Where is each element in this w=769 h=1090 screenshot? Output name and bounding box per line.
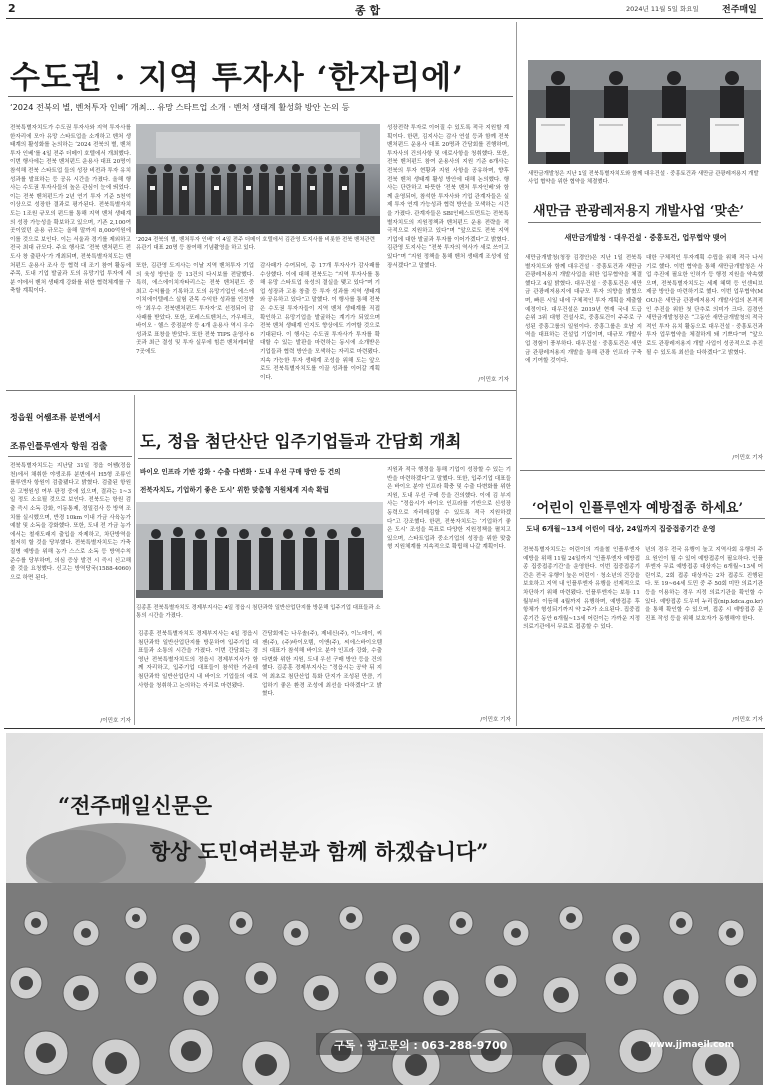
main-photo [136,124,380,234]
mou-byline: /이민호 기자 [732,455,763,461]
main-headline: 수도권 · 지역 투자사 ‘한자리에’ [10,60,464,96]
group-photo-figures [136,124,380,234]
ad-quote-line2: 항상 도민여러분과 함께 하겠습니다” [150,839,489,864]
industrial-headline-rule [138,458,512,459]
industrial-body-col1: 김종훈 전북특별자치도 경제부지사는 4일 정읍시 첨단과학 일반산업단지를 방문하여 입주기업 대표들과 소통의 시간을 가졌다. 이번 간담회는 경영난 전북특별자치도의 정읍시 경제부지사가 함께 자리하고, 입주기업 대표들이 참석한 가운데 첨단과학 일반산업단지 내 바이오 기업들의 애로사항을 청취하고 논의하는 자리로 마련됐다. [138,631,258,689]
paper-name: 전주매일 [722,5,757,15]
page-number: 2 [8,2,16,15]
flu-byline: /이민호 기자 [732,717,763,723]
flu-headline: ‘어린이 인플루엔자 예방접종 하세요’ [532,501,743,516]
industrial-sub1: 바이오 인프라 기반 강화 · 수출 다변화 · 도내 우선 구매 방안 등 건의 [140,468,341,476]
column-divider-left [134,395,135,725]
column-divider-right [516,22,517,726]
bird-flu-headline-line2: 조류인플루엔자 항원 검출 [10,442,108,452]
ad-quote-line1: “전주매일신문은 [58,793,213,818]
ad-contact: 구독 · 광고문의 : 063-288-9700 [334,1039,508,1052]
industrial-body-col3: 지원과 적극 행정을 통해 기업이 성장할 수 있는 기반을 마련하겠다”고 말했다. 또한, 입주기업 대표들은 바이오 분야 인프라 확충 및 수출 다변화를 위한 지원, 도내 우선 구매 등을 건의했다. 이에 김 부지사는 “정읍시가 바이오 인프라를 기반으로 신성장 동력으로 자리매김할 수 있도록 적극 지원하겠다”고 강조했다. 한편, 전북자치도는 ‘기업하기 좋은 도시’ 조성을 목표로 다양한 지원정책을 펼치고 있으며, 스타트업과 중소기업의 성장을 위한 맞춤형 지원체계를 지속적으로 확립해 나갈 계획이다. [387,467,511,551]
main-photo-caption: ‘2024 전북의 별, 벤처투자 인베’ 이 4일 전주 더메이 호텔에서 김관영 도지사를 비롯한 전북 벤처관련 유관기 대표 20명 등 참여해 기념촬영을 하고 있다. [136,237,375,251]
flu-headline-rule [520,518,765,519]
flu-top-rule [520,470,765,471]
main-body-col3: 감사패가 수여되어, 총 17개 투자사가 감사패를 수상했다. 이에 대해 전북도는 “지역 투자사를 통해 유망 스타트업 육성의 결실을 맺고 있다”며 기업 성장과 고용 창출 등 투자 성과를 지역 생태계와 공유하고 있다”고 말했다. 이 행사를 통해 전북은 수도권 투자자들이 지역 벤처 생태계를 직접 확인하고 유망기업을 발굴하는 계기가 되었으며 전북 벤처 생태계 인지도 향상에도 기여할 것으로 기대된다. 이 행사는 수도권 투자사가 투자를 확대할 수 있는 발판을 마련하는 동시에 소개받은 기업들과 협력 방안을 모색하는 자리로 마련됐다. 지속 가능한 투자 생태계 조성을 위해 도는 앞으로도 전북특별자치도를 이끌 성과를 이어갈 계획이다. [260,263,380,381]
industrial-photo [136,502,383,598]
header-rule [6,18,763,19]
bird-flu-headline-rule [8,456,132,457]
industrial-sub2: 전북자치도, 기업하기 좋은 도시’ 위한 맞춤형 지원체계 지속 확립 [140,486,329,494]
main-subhead: ‘2024 전북의 별, 벤처투자 인베’ 개최… 유망 스타트업 소개 · 벤처 생태계 활성화 방안 논의 등 [10,102,350,112]
main-byline: /이민호 기자 [478,377,509,383]
main-body-col1: 전북특별자치도가 수도권 투자사와 지역 투자사를 한자리에 모아 유망 스타트업을 소개하고 벤처 생태계의 활성화를 논의하는 ‘2024 전북의 별, 벤처투자 인베’를 4일 전주 더메이 호텔에서 개최했다. 이번 행사에는 전북 벤처펀드 운용사 대표 20명이 참석해 전북 스타트업 들의 성장 비전과 투자 유치 성과를 발표하는 등 공유 시간을 가졌다. 올해 행사는 수도권 투자사들의 높은 관심이 눈에 띄었다. 이는 전북 벤처펀드가 2년 연기 투자 기준 5천억 이상으로 성장한 결과로 평가된다. 전북특별자치도는 1조원 규모의 펀드를 통해 지역 벤처 생태계의 성장 가능성을 확보하고 있으며, 기존 2,100여 곳이었던 운용 규모는 올해 말까지 8,000억원에 이를 것으로 보인다. 이는 서울과 경기를 제외하고 전국 최대 규모다. 주요 행사로 ‘전북 벤처펀드 전도사 창 출판사’가 개최되며, 전북특별자치도는 벤처펀드 운용사 조사 등 협력 대 조기 참여 활동에 주목, 도내 기업 발굴과 도의 유망기업 투자에 세 분 야에서 벤처 생태계 강화를 위한 협력체계를 구축할 계획이다. [10,125,131,295]
industrial-body-col2: 간담회에는 나우솔(주), 제네신(주), 이노데이, 씨젠(주), (주)바이오템, 이앤(주), 씨에스바이오템의 대표가 참석해 바이오 분야 인프라 강화, 수출 다변화 위한 지원, 도내 우선 구매 방안 등을 건의했다. 김종훈 경제부지사는 “정읍시는 공약 뒤 지역 최초로 첨단산업 특화 단지가 조성된 만큼, 기업하기 좋은 환경 조성에 최선을 다하겠다”고 밝혔다. [262,631,382,698]
bird-flu-headline-line1: 정읍원 어쌤조류 분변에서 [10,412,101,422]
mou-subhead: 새만금개발청 · 대우건설 · 중흥토건, 업무협약 맺어 [564,233,727,242]
mou-body-col2: 대한 구체적인 투자계획 수립을 위해 적극 나서기로 했다. 이번 협약을 통해 새만금개발청은 사업 추진에 필요한 인허가 등 행정 지원을 약속했으며, 전북특별자치도는 세제 혜택 등 인센티브 제공 방안을 마련하기로 했다. 이번 업무협약(MOU)은 새만금 관광레저용지 개발사업의 본격적인 추진을 위한 첫 단추로 의미가 크다. 김경안 새만금개발청장은 “그동안 새만금개발청의 적극적인 투자 유치 활동으로 대우건설 · 중흥토건과 투자 업무협약을 체결하게 돼 기쁘다”며 “앞으로도 관광레저용지 개발 사업이 성공적으로 추진될 수 있도록 최선을 다하겠다”고 밝혔다. [646,255,763,356]
mou-body-col1: 새만금개발청(청장 김경안)은 지난 1일 전북특별자치도와 함께 대우건설 · 중흥토건과 새만금 관광레저용지 개발사업을 위한 업무협약을 체결했다고 4일 밝혔다. 대우건설 · 중흥토건은 새만금 관광레저용지에 대규모 투자 의향을 밝혔으며, 빠른 시일 내에 구체적인 투자 계획을 제출할 예정이다. 대우건설은 2019년 현재 국내 도급 순위 3위 대형 건설사로, 중흥토건이 주주로 구성된 중흥그룹의 일원이다. 중흥그룹은 호남 지역을 대표하는 건설업 기업이며, 대규모 개발사업 경험이 풍부하다. 대우건설 · 중흥토건은 새만금 관광레저용지 개발을 통해 관광 인프라 구축에 기여할 것이다. [525,255,642,365]
mou-photo-caption: 새만금개발청은 지난 1일 전북특별자치도와 함께 대우건설 · 중흥토건과 새만금 관광레저용지 개발사업 협약을 위한 협약을 체결했다. [528,171,759,185]
ad-top-rule [4,728,765,729]
industrial-photo-caption: 김종훈 전북특별자치도 경제부지사는 4일 정읍시 첨단과학 일반산업단지를 방문해 입주기업 대표들과 소통의 시간을 가졌다. [136,605,381,619]
industrial-byline: /이민호 기자 [480,717,511,723]
mid-rule [6,390,516,391]
main-body-col2: 또한, 김관영 도지사는 이날 지역 벤처투자 기업의 육성 방안을 등 13건의 다시보를 전달했다. 특히, 에스에이치자타리스는 전북 벤처펀드 중 최고 수익률을 기록하고 도의 유망기업인 에스에이치에이텔레스 실험 관목 수익한 성과를 인정받아 ‘최우수 전북벤처펀드 투자자’로 선정되어 감사패를 받았다. 또한, 포레스트벤처스, 가우테크, 바이오 · 헬스 중점분야 등 4개 운용사 역시 우수 성과로 표창을 받았다. 또한 전북 TIPS 운영사 6곳과 최근 결성 및 투자 실무에 힘쓴 벤처캐피탈 7곳에도 [136,263,254,355]
section-title: 종 합 [355,4,381,17]
industrial-headline: 도, 정읍 첨단산단 입주기업들과 간담회 개최 [140,432,462,451]
main-body-col4: 성장전략 투자로 이어질 수 있도록 적극 지원할 계획이다. 한편, 김지사는 감사 연설 등과 함께 전북 벤처펀드 운용사 대표 20명과 간담회를 진행하며, 투자사의 건의사항 및 애로사항을 청취했다. 또한, 전북 벤처펀드 참여 운용사의 지원 기준 6개사는 전북의 투자 현황과 지원 사항을 공유하며, 향후 전북 벤처 생태계 활성 방안에 대해 논의했다. 행사는 단란하고 따뜻한 ‘전북 벤처 투자인베’와 함께 운영되어, 참석한 투자사와 기업 관계자들은 실제 투자 연계 가능성과 협력 방안을 모색하는 시간을 가졌다. 관계자들은 SBI인베스트먼트는 전북특별자치도의 지원정책과 벤처펀드 운용 전략을 적극적으로 지원하고 있다”며 “앞으로도 전북 지역 기업에 대한 발굴과 투자를 이어가겠다”고 밝혔다. 김관영 도지사는 “전북 투자의 역사가 새로 쓰이고 있다”며 “지원 정책을 통해 벤처 생태계 조성에 앞장서겠다”고 말했다. [387,125,509,269]
mou-headline-rule [528,222,761,223]
bird-flu-byline: /이민호 기자 [100,718,131,724]
main-headline-rule [8,96,513,97]
issue-date: 2024년 11월 5일 화요일 [626,5,699,13]
flu-body-col1: 전북특별자치도는 어린이의 겨울철 인플루엔자 예방을 위해 11월 24일까지 ‘인플루엔자 예방접종 집중접종기간’을 운영한다. 이번 집중접종기간은 전국 유행이 높은 어린이 · 청소년의 건강을 보호하고 지역 내 인플루엔자 유행을 선제적으로 차단하기 위해 마련됐다. 인플루엔자는 보통 11월부터 이듬해 4월까지 유행하며, 예방접종 후 항체가 형성되기까지 약 2주가 소요된다. 집중접종기간 동안 6개월~13세 어린이는 가까운 지정의료기관에서 무료로 접종할 수 있다. [523,547,640,631]
bird-flu-body: 전북특별자치도는 지난달 31일 정읍 어쌤(정읍천)에서 채취한 야생조류 분변에서 H5형 조류인플루엔자 항원이 검출됐다고 밝혔다. 검출된 항원은 고병원성 여부 판정 중에 있으며, 결과는 1~3일 정도 소요될 것으로 보인다. 전북도는 항원 검출 즉시 소독 강화, 이동통제, 정밀검사 등 방역 조치를 실시했으며, 반경 10km 이내 가금 사육농가 예찰 및 소독을 강화했다. 또한, 도내 전 가금 농가에서는 철새도래지 출입을 자제하고, 차단방역을 철저히 할 것을 당부했다. 전북특별자치도는 가축질병 예방을 위해 농가 스스로 소독 등 방역수칙 준수를 당부하며, 의심 증상 발견 시 즉시 신고해 줄 것을 요청했다. 신고는 방역당국(1588-4060)으로 하면 된다. [10,463,131,581]
mou-photo [528,60,761,164]
mou-photo-figures [528,60,761,164]
mou-headline: 새만금 관광레저용지 개발사업 ‘맞손’ [533,204,744,219]
ad-website: www.jjmaeil.com [648,1040,734,1050]
flu-subhead: 도내 6개월~13세 어린이 대상, 24일까지 집중접종기간 운영 [526,525,716,533]
flu-body-col2: 년의 경우 전국 유행이 높고 지역사회 유행의 주요 원인이 될 수 있어 예방접종이 필요하다. 인플루엔자 무료 예방접종 대상자는 6개월~13세 어린이로, 2회 접종 대상자는 2차 접종도 진행된다. 또 19~64세 도민 중 주 50회 미만 의료기관 등을 이용하는 경우 지정 의료기관을 확인할 수 있다. 예방접종 도우미 누리집(nip.kdca.go.kr)을 통해 확인할 수 있으며, 접종 시 예방접종 문진표 작성 등을 위해 보호자가 동행해야 한다. [645,547,763,622]
industrial-photo-figures [136,502,383,598]
ad-banner [6,733,763,1085]
sunflower-field-image [6,733,763,1085]
